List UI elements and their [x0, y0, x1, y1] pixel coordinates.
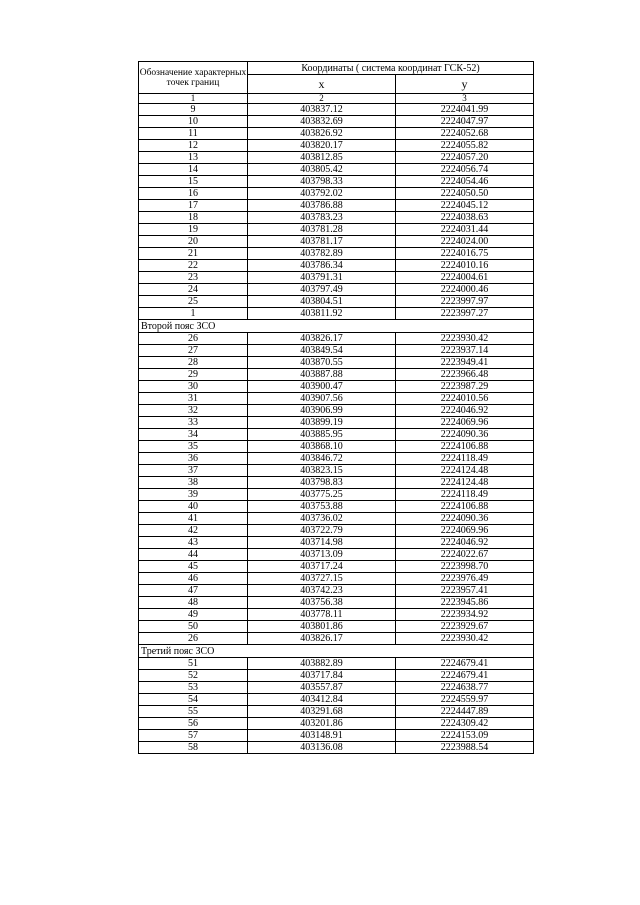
x-coordinate-cell: 403713.09	[248, 549, 396, 561]
y-coordinate-cell: 2224106.88	[396, 501, 534, 513]
y-coordinate-cell: 2224031.44	[396, 224, 534, 236]
table-row	[139, 609, 534, 621]
x-coordinate-cell: 403786.34	[248, 260, 396, 272]
table-row	[139, 465, 534, 477]
y-coordinate-cell: 2223987.29	[396, 381, 534, 393]
point-number-cell: 17	[139, 200, 248, 212]
point-number-cell: 57	[139, 730, 248, 742]
x-coordinate-cell: 403736.02	[248, 513, 396, 525]
point-number-cell: 33	[139, 417, 248, 429]
table-row	[139, 453, 534, 465]
table-row	[139, 260, 534, 272]
x-coordinate-cell: 403826.17	[248, 633, 396, 645]
y-coordinate-cell: 2224054.46	[396, 176, 534, 188]
table-row	[139, 441, 534, 453]
table-row	[139, 188, 534, 200]
point-number-cell: 42	[139, 525, 248, 537]
x-coordinate-cell: 403727.15	[248, 573, 396, 585]
x-coordinate-cell: 403783.23	[248, 212, 396, 224]
point-number-cell: 45	[139, 561, 248, 573]
y-coordinate-cell: 2224118.49	[396, 489, 534, 501]
table-row	[139, 597, 534, 609]
y-coordinate-cell: 2223998.70	[396, 561, 534, 573]
x-coordinate-cell: 403823.15	[248, 465, 396, 477]
x-coordinate-cell: 403805.42	[248, 164, 396, 176]
table-body	[139, 62, 534, 754]
table-row	[139, 694, 534, 706]
x-coordinate-cell: 403870.55	[248, 357, 396, 369]
point-number-cell: 25	[139, 296, 248, 308]
point-number-cell: 35	[139, 441, 248, 453]
x-coordinate-cell: 403201.86	[248, 718, 396, 730]
point-number-cell: 16	[139, 188, 248, 200]
y-coordinate-cell: 2223988.54	[396, 742, 534, 754]
x-coordinate-cell: 403885.95	[248, 429, 396, 441]
x-coordinate-cell: 403753.88	[248, 501, 396, 513]
x-coordinate-cell: 403148.91	[248, 730, 396, 742]
table-row	[139, 248, 534, 260]
point-number-cell: 34	[139, 429, 248, 441]
x-coordinate-cell: 403781.17	[248, 236, 396, 248]
point-number-cell: 36	[139, 453, 248, 465]
table-row	[139, 658, 534, 670]
table-row	[139, 369, 534, 381]
point-number-cell: 43	[139, 537, 248, 549]
table-row	[139, 501, 534, 513]
coordinates-header: Координаты ( система координат ГСК-52)	[248, 62, 534, 75]
table-row	[139, 513, 534, 525]
x-coordinate-cell: 403791.31	[248, 272, 396, 284]
point-number-cell: 40	[139, 501, 248, 513]
y-coordinate-cell: 2223966.48	[396, 369, 534, 381]
y-coordinate-cell: 2223949.41	[396, 357, 534, 369]
point-number-cell: 10	[139, 116, 248, 128]
point-number-cell: 53	[139, 682, 248, 694]
point-designation-header: Обозначение характерных точек границ	[139, 62, 248, 94]
y-coordinate-cell: 2224000.46	[396, 284, 534, 296]
y-coordinate-cell: 2223930.42	[396, 633, 534, 645]
table-row	[139, 537, 534, 549]
table-row	[139, 489, 534, 501]
x-coordinate-cell: 403781.28	[248, 224, 396, 236]
section-title: Второй пояс ЗСО	[139, 320, 534, 333]
table-row	[139, 381, 534, 393]
x-coordinate-cell: 403714.98	[248, 537, 396, 549]
y-coordinate-cell: 2224679.41	[396, 658, 534, 670]
point-number-cell: 50	[139, 621, 248, 633]
point-number-cell: 55	[139, 706, 248, 718]
table-row	[139, 116, 534, 128]
table-row	[139, 706, 534, 718]
table-row	[139, 633, 534, 645]
point-number-cell: 31	[139, 393, 248, 405]
x-coordinate-cell: 403868.10	[248, 441, 396, 453]
point-number-cell: 48	[139, 597, 248, 609]
x-coordinate-cell: 403778.11	[248, 609, 396, 621]
y-coordinate-cell: 2224106.88	[396, 441, 534, 453]
x-coordinate-cell: 403812.85	[248, 152, 396, 164]
x-coordinate-cell: 403717.24	[248, 561, 396, 573]
point-number-cell: 26	[139, 333, 248, 345]
y-coordinate-cell: 2224118.49	[396, 453, 534, 465]
y-coordinate-cell: 2224045.12	[396, 200, 534, 212]
x-coordinate-cell: 403775.25	[248, 489, 396, 501]
y-coordinate-cell: 2223957.41	[396, 585, 534, 597]
table-row	[139, 308, 534, 320]
y-coordinate-cell: 2224447.89	[396, 706, 534, 718]
y-coordinate-cell: 2224004.61	[396, 272, 534, 284]
header-row-1	[139, 62, 534, 75]
table-row	[139, 212, 534, 224]
x-coordinate-cell: 403412.84	[248, 694, 396, 706]
y-coordinate-cell: 2224046.92	[396, 405, 534, 417]
x-coordinate-cell: 403907.56	[248, 393, 396, 405]
y-coordinate-cell: 2224069.96	[396, 417, 534, 429]
x-coordinate-cell: 403722.79	[248, 525, 396, 537]
y-coordinate-cell: 2224090.36	[396, 429, 534, 441]
coordinates-table	[138, 61, 534, 754]
y-coordinate-cell: 2223997.27	[396, 308, 534, 320]
table-row	[139, 525, 534, 537]
table-row	[139, 104, 534, 116]
point-number-cell: 26	[139, 633, 248, 645]
table-row	[139, 742, 534, 754]
x-coordinate-cell: 403801.86	[248, 621, 396, 633]
point-number-cell: 58	[139, 742, 248, 754]
x-coordinate-cell: 403899.19	[248, 417, 396, 429]
table-row	[139, 429, 534, 441]
x-header: x	[248, 75, 396, 94]
column-number-3: 3	[396, 94, 534, 104]
point-number-cell: 15	[139, 176, 248, 188]
y-coordinate-cell: 2224638.77	[396, 682, 534, 694]
y-coordinate-cell: 2223937.14	[396, 345, 534, 357]
point-number-cell: 30	[139, 381, 248, 393]
point-number-cell: 44	[139, 549, 248, 561]
point-number-cell: 18	[139, 212, 248, 224]
point-number-cell: 51	[139, 658, 248, 670]
y-coordinate-cell: 2224041.99	[396, 104, 534, 116]
y-coordinate-cell: 2224309.42	[396, 718, 534, 730]
point-number-cell: 22	[139, 260, 248, 272]
x-coordinate-cell: 403811.92	[248, 308, 396, 320]
y-coordinate-cell: 2224069.96	[396, 525, 534, 537]
table-row	[139, 405, 534, 417]
x-coordinate-cell: 403797.49	[248, 284, 396, 296]
y-coordinate-cell: 2224052.68	[396, 128, 534, 140]
x-coordinate-cell: 403717.84	[248, 670, 396, 682]
point-number-cell: 19	[139, 224, 248, 236]
y-coordinate-cell: 2223976.49	[396, 573, 534, 585]
x-coordinate-cell: 403798.33	[248, 176, 396, 188]
table-row	[139, 296, 534, 308]
point-number-cell: 39	[139, 489, 248, 501]
table-row	[139, 718, 534, 730]
x-coordinate-cell: 403798.83	[248, 477, 396, 489]
table-row	[139, 224, 534, 236]
x-coordinate-cell: 403846.72	[248, 453, 396, 465]
x-coordinate-cell: 403820.17	[248, 140, 396, 152]
x-coordinate-cell: 403882.89	[248, 658, 396, 670]
y-coordinate-cell: 2224016.75	[396, 248, 534, 260]
point-number-cell: 47	[139, 585, 248, 597]
y-coordinate-cell: 2223930.42	[396, 333, 534, 345]
point-number-cell: 20	[139, 236, 248, 248]
y-coordinate-cell: 2223945.86	[396, 597, 534, 609]
y-header: y	[396, 75, 534, 94]
x-coordinate-cell: 403782.89	[248, 248, 396, 260]
table-row	[139, 393, 534, 405]
table-row	[139, 284, 534, 296]
table-row	[139, 200, 534, 212]
x-coordinate-cell: 403291.68	[248, 706, 396, 718]
column-number-1: 1	[139, 94, 248, 104]
x-coordinate-cell: 403136.08	[248, 742, 396, 754]
x-coordinate-cell: 403837.12	[248, 104, 396, 116]
point-number-cell: 29	[139, 369, 248, 381]
x-coordinate-cell: 403786.88	[248, 200, 396, 212]
point-number-cell: 24	[139, 284, 248, 296]
y-coordinate-cell: 2224046.92	[396, 537, 534, 549]
section-row	[139, 320, 534, 333]
x-coordinate-cell: 403906.99	[248, 405, 396, 417]
x-coordinate-cell: 403849.54	[248, 345, 396, 357]
point-number-cell: 32	[139, 405, 248, 417]
y-coordinate-cell: 2224124.48	[396, 465, 534, 477]
y-coordinate-cell: 2224153.09	[396, 730, 534, 742]
table-row	[139, 549, 534, 561]
table-row	[139, 152, 534, 164]
x-coordinate-cell: 403756.38	[248, 597, 396, 609]
point-number-cell: 38	[139, 477, 248, 489]
table-row	[139, 272, 534, 284]
point-number-cell: 28	[139, 357, 248, 369]
y-coordinate-cell: 2224047.97	[396, 116, 534, 128]
y-coordinate-cell: 2224056.74	[396, 164, 534, 176]
point-number-cell: 12	[139, 140, 248, 152]
y-coordinate-cell: 2224050.50	[396, 188, 534, 200]
y-coordinate-cell: 2223934.92	[396, 609, 534, 621]
point-number-cell: 21	[139, 248, 248, 260]
y-coordinate-cell: 2224038.63	[396, 212, 534, 224]
point-number-cell: 14	[139, 164, 248, 176]
table-row	[139, 128, 534, 140]
x-coordinate-cell: 403832.69	[248, 116, 396, 128]
table-row	[139, 477, 534, 489]
point-number-cell: 23	[139, 272, 248, 284]
point-number-cell: 56	[139, 718, 248, 730]
point-number-cell: 37	[139, 465, 248, 477]
point-number-cell: 13	[139, 152, 248, 164]
x-coordinate-cell: 403804.51	[248, 296, 396, 308]
y-coordinate-cell: 2224024.00	[396, 236, 534, 248]
x-coordinate-cell: 403557.87	[248, 682, 396, 694]
y-coordinate-cell: 2224010.56	[396, 393, 534, 405]
x-coordinate-cell: 403742.23	[248, 585, 396, 597]
point-number-cell: 27	[139, 345, 248, 357]
table-row	[139, 164, 534, 176]
y-coordinate-cell: 2223929.67	[396, 621, 534, 633]
point-number-cell: 41	[139, 513, 248, 525]
y-coordinate-cell: 2224124.48	[396, 477, 534, 489]
table-row	[139, 573, 534, 585]
x-coordinate-cell: 403792.02	[248, 188, 396, 200]
y-coordinate-cell: 2224559.97	[396, 694, 534, 706]
table-row	[139, 730, 534, 742]
point-number-cell: 52	[139, 670, 248, 682]
y-coordinate-cell: 2224022.67	[396, 549, 534, 561]
y-coordinate-cell: 2223997.97	[396, 296, 534, 308]
x-coordinate-cell: 403826.17	[248, 333, 396, 345]
table-row	[139, 333, 534, 345]
x-coordinate-cell: 403887.88	[248, 369, 396, 381]
table-row	[139, 357, 534, 369]
point-number-cell: 1	[139, 308, 248, 320]
section-title: Третий пояс ЗСО	[139, 645, 534, 658]
table-row	[139, 585, 534, 597]
point-number-cell: 54	[139, 694, 248, 706]
point-number-cell: 11	[139, 128, 248, 140]
section-row	[139, 645, 534, 658]
table-row	[139, 176, 534, 188]
table-row	[139, 236, 534, 248]
table-row	[139, 140, 534, 152]
table-row	[139, 561, 534, 573]
table-row	[139, 345, 534, 357]
table-row	[139, 417, 534, 429]
y-coordinate-cell: 2224055.82	[396, 140, 534, 152]
y-coordinate-cell: 2224057.20	[396, 152, 534, 164]
x-coordinate-cell: 403900.47	[248, 381, 396, 393]
column-number-row	[139, 94, 534, 104]
table-row	[139, 682, 534, 694]
point-number-cell: 9	[139, 104, 248, 116]
point-number-cell: 46	[139, 573, 248, 585]
point-number-cell: 49	[139, 609, 248, 621]
x-coordinate-cell: 403826.92	[248, 128, 396, 140]
column-number-2: 2	[248, 94, 396, 104]
y-coordinate-cell: 2224090.36	[396, 513, 534, 525]
y-coordinate-cell: 2224679.41	[396, 670, 534, 682]
table-row	[139, 670, 534, 682]
y-coordinate-cell: 2224010.16	[396, 260, 534, 272]
table-row	[139, 621, 534, 633]
